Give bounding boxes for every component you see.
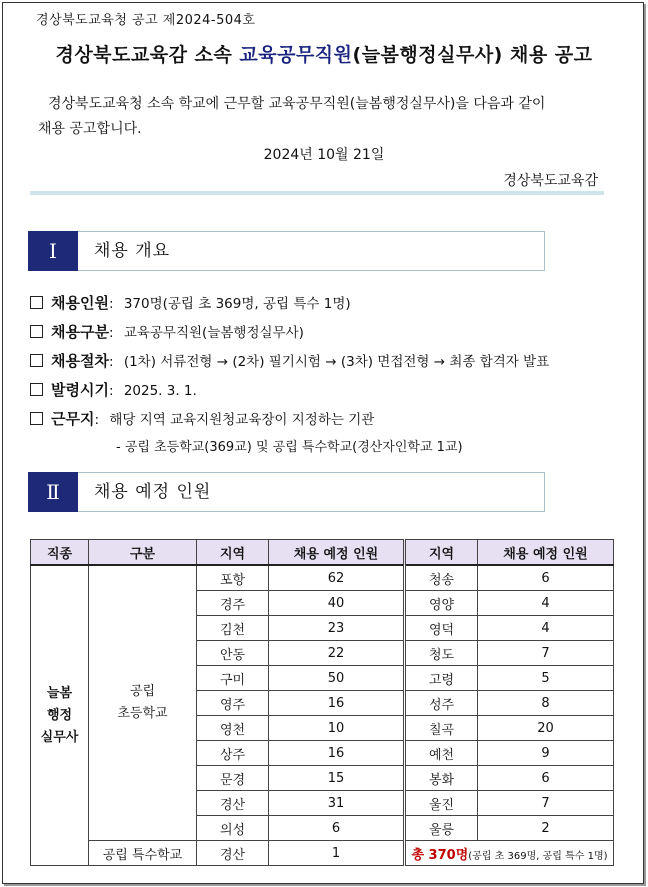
total-main: 총 370명 (411, 847, 469, 863)
region-cell: 청도 (405, 641, 478, 666)
count-cell: 31 (269, 791, 405, 816)
section-heading-overview (28, 231, 546, 271)
section-title: 채용 개요 (94, 241, 171, 261)
intro-text (38, 92, 608, 142)
overview-sub-item: - 공립 초등학교(369교) 및 공립 특수학교(경산자인학교 1교) (116, 440, 463, 455)
count-cell: 20 (478, 716, 614, 741)
notice-number: 경상북도교육청 공고 제2024-504호 (36, 13, 256, 28)
table-row (31, 565, 614, 591)
region-cell: 경산 (197, 841, 269, 866)
count-cell: 16 (269, 691, 405, 716)
group-special-cell: 공립 특수학교 (89, 841, 197, 866)
count-cell: 6 (478, 565, 614, 591)
count-cell: 7 (478, 641, 614, 666)
group-elementary-cell (89, 565, 197, 841)
overview-item: 채용구분: 교육공무직원(늘봄행정실무사) (30, 321, 304, 342)
count-cell: 9 (478, 741, 614, 766)
count-cell: 5 (478, 666, 614, 691)
header-divider (30, 191, 604, 195)
region-cell: 예천 (405, 741, 478, 766)
overview-item: 근무지: 해당 지역 교육지원청교육장이 지정하는 기관 (30, 408, 374, 429)
region-cell: 칠곡 (405, 716, 478, 741)
region-cell: 문경 (197, 766, 269, 791)
job-type-label: 늘봄 행정 실무사 (40, 685, 79, 745)
group-elementary-label: 공립 초등학교 (117, 684, 168, 721)
count-cell: 7 (478, 791, 614, 816)
job-type-cell (31, 565, 89, 866)
overview-value: 370명(공립 초 369명, 공립 특수 1명) (123, 296, 351, 312)
overview-value: (1차) 서류전형 → (2차) 필기시험 → (3차) 면접전형 → 최종 합격자 발표 (123, 354, 550, 370)
title-post: (늘봄행정실무사) 채용 공고 (352, 44, 593, 66)
title-highlight: 교육공무직원 (239, 44, 353, 66)
checkbox-icon (30, 383, 43, 396)
overview-label: 발령시기 (51, 381, 109, 399)
intro-line-1: 경상북도교육청 소속 학교에 근무할 교육공무직원(늘봄행정실무사)을 다음과 같이 (48, 96, 546, 112)
count-cell: 62 (269, 565, 405, 591)
overview-item: 채용절차: (1차) 서류전형 → (2차) 필기시험 → (3차) 면접전형 → 최종 합격자 발표 (30, 350, 549, 371)
region-cell: 구미 (197, 666, 269, 691)
header-cell: 채용 예정 인원 (269, 540, 405, 566)
region-cell: 영덕 (405, 616, 478, 641)
notice-date: 2024년 10월 21일 (263, 147, 385, 163)
region-cell: 영양 (405, 591, 478, 616)
intro-line-2: 채용 공고합니다. (38, 121, 142, 137)
header-cell: 지역 (405, 540, 478, 566)
issuer: 경상북도교육감 (503, 173, 598, 189)
table-header-row (31, 540, 614, 566)
header-cell: 직종 (31, 540, 89, 566)
checkbox-icon (30, 296, 43, 309)
region-cell: 영주 (197, 691, 269, 716)
region-cell: 경산 (197, 791, 269, 816)
region-cell: 성주 (405, 691, 478, 716)
count-cell: 4 (478, 591, 614, 616)
checkbox-icon (30, 412, 43, 425)
region-cell: 고령 (405, 666, 478, 691)
region-cell: 울릉 (405, 816, 478, 841)
section-number: Ⅱ (28, 472, 78, 512)
count-cell: 6 (478, 766, 614, 791)
region-cell: 의성 (197, 816, 269, 841)
count-cell: 16 (269, 741, 405, 766)
total-count (411, 848, 607, 863)
count-cell: 23 (269, 616, 405, 641)
overview-label: 채용인원 (51, 294, 109, 312)
overview-label: 채용구분 (51, 323, 109, 341)
total-detail: (공립 초 369명, 공립 특수 1명) (468, 850, 608, 862)
header-cell: 지역 (197, 540, 269, 566)
title-pre: 경상북도교육감 소속 (55, 44, 240, 66)
count-cell: 15 (269, 766, 405, 791)
count-cell: 22 (269, 641, 405, 666)
section-title: 채용 예정 인원 (94, 482, 212, 502)
region-cell: 경주 (197, 591, 269, 616)
overview-value: 해당 지역 교육지원청교육장이 지정하는 기관 (109, 412, 375, 428)
total-cell (405, 841, 614, 866)
overview-label: 채용절차 (51, 352, 109, 370)
count-cell: 8 (478, 691, 614, 716)
overview-item: 발령시기: 2025. 3. 1. (30, 379, 197, 400)
section-number: Ⅰ (28, 231, 78, 271)
region-cell: 김천 (197, 616, 269, 641)
count-cell: 50 (269, 666, 405, 691)
overview-value: 2025. 3. 1. (123, 383, 197, 399)
region-cell: 봉화 (405, 766, 478, 791)
quota-table (30, 539, 614, 866)
checkbox-icon (30, 325, 43, 338)
count-cell: 2 (478, 816, 614, 841)
region-cell: 울진 (405, 791, 478, 816)
region-cell: 영천 (197, 716, 269, 741)
count-cell: 1 (269, 841, 405, 866)
count-cell: 4 (478, 616, 614, 641)
header-cell: 구분 (89, 540, 197, 566)
count-cell: 10 (269, 716, 405, 741)
checkbox-icon (30, 354, 43, 367)
header-cell: 채용 예정 인원 (478, 540, 614, 566)
region-cell: 포항 (197, 565, 269, 591)
table-row (31, 841, 614, 866)
section-heading-quota (28, 472, 546, 512)
count-cell: 6 (269, 816, 405, 841)
region-cell: 안동 (197, 641, 269, 666)
count-cell: 40 (269, 591, 405, 616)
overview-item: 채용인원: 370명(공립 초 369명, 공립 특수 1명) (30, 292, 351, 313)
overview-label: 근무지 (51, 410, 95, 428)
region-cell: 청송 (405, 565, 478, 591)
overview-value: 교육공무직원(늘봄행정실무사) (123, 325, 304, 341)
page-title (0, 40, 648, 67)
region-cell: 상주 (197, 741, 269, 766)
